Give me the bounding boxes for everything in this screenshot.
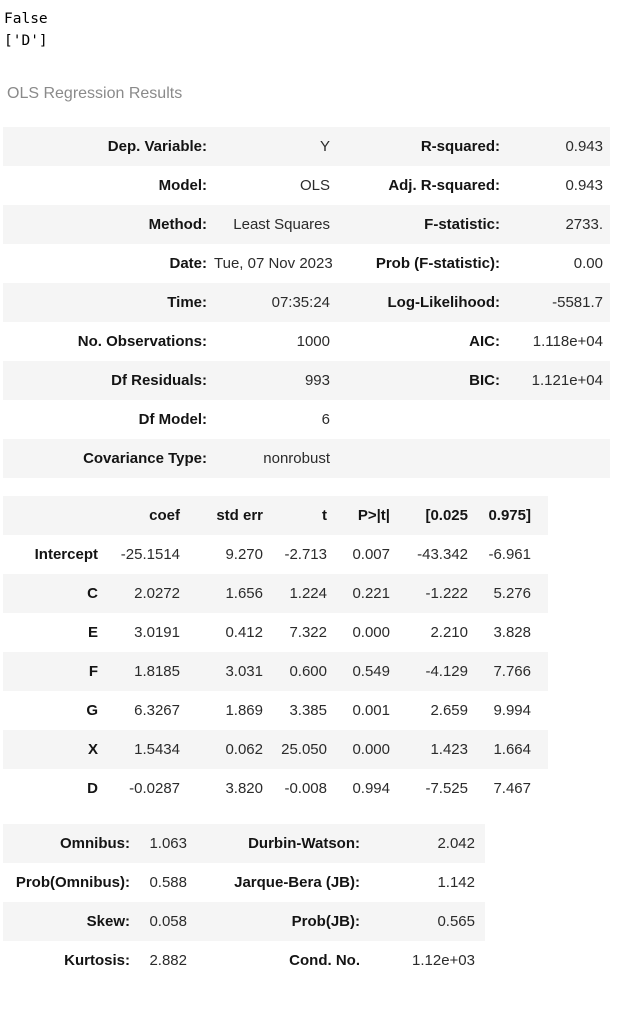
ci-high-value: 3.828 — [493, 624, 531, 641]
stat-label: Dep. Variable: — [107, 138, 207, 155]
p-value: 0.221 — [352, 585, 390, 602]
table-row — [3, 322, 610, 361]
p-value: 0.001 — [352, 702, 390, 719]
table-row — [3, 283, 610, 322]
stat-value: Tue, 07 Nov 2023 — [214, 255, 333, 272]
t-value: 25.050 — [281, 741, 327, 758]
coef-value: 2.0272 — [134, 585, 180, 602]
stat-label: Log-Likelihood: — [387, 294, 500, 311]
stat-label: Prob (F-statistic): — [375, 255, 500, 272]
t-value: 0.600 — [289, 663, 327, 680]
coef-row — [3, 613, 548, 652]
coef-row — [3, 769, 548, 808]
stat-label: Skew: — [86, 913, 130, 930]
stat-label: Time: — [167, 294, 207, 311]
stat-value: 1.12e+03 — [412, 952, 475, 969]
coef-name: G — [86, 702, 98, 719]
coef-header-row — [3, 496, 548, 535]
coef-name: E — [87, 624, 98, 641]
table-row — [3, 361, 610, 400]
col-header: [0.025 — [425, 507, 468, 524]
stat-label — [337, 400, 507, 439]
coef-row — [3, 535, 548, 574]
coefficients-table — [3, 496, 548, 808]
table-row — [3, 166, 610, 205]
table-row — [3, 824, 485, 863]
coef-name: C — [87, 585, 98, 602]
col-header: 0.975] — [488, 507, 531, 524]
stat-label: Durbin-Watson: — [248, 835, 360, 852]
ci-high-value: 7.766 — [493, 663, 531, 680]
table-row — [3, 400, 610, 439]
ci-low-value: -7.525 — [425, 780, 468, 797]
stat-value: 0.565 — [437, 913, 475, 930]
ci-high-value: 7.467 — [493, 780, 531, 797]
stat-value: -5581.7 — [552, 294, 603, 311]
ci-high-value: 9.994 — [493, 702, 531, 719]
stat-label: Model: — [158, 177, 207, 194]
std-err-value: 3.820 — [225, 780, 263, 797]
t-value: -2.713 — [284, 546, 327, 563]
table-row — [3, 127, 610, 166]
std-err-value: 9.270 — [225, 546, 263, 563]
ci-low-value: 1.423 — [430, 741, 468, 758]
std-err-value: 1.869 — [225, 702, 263, 719]
p-value: 0.994 — [352, 780, 390, 797]
diagnostics-table — [3, 824, 485, 980]
table-row — [3, 439, 610, 478]
t-value: 3.385 — [289, 702, 327, 719]
stat-label: Jarque-Bera (JB): — [234, 874, 360, 891]
t-value: -0.008 — [284, 780, 327, 797]
stat-value: 0.588 — [149, 874, 187, 891]
coef-row — [3, 652, 548, 691]
ci-low-value: 2.210 — [430, 624, 468, 641]
stat-label: Method: — [148, 216, 207, 233]
stat-label: BIC: — [469, 372, 500, 389]
std-err-value: 3.031 — [225, 663, 263, 680]
p-value: 0.549 — [352, 663, 390, 680]
stat-value: 07:35:24 — [271, 294, 330, 311]
coef-name: Intercept — [34, 546, 98, 563]
ci-high-value: 1.664 — [493, 741, 531, 758]
table-row — [3, 205, 610, 244]
coef-row — [3, 730, 548, 769]
stat-label: Prob(JB): — [291, 913, 360, 930]
stat-label: Covariance Type: — [83, 450, 207, 467]
coef-value: 1.8185 — [134, 663, 180, 680]
stat-value: 1.142 — [437, 874, 475, 891]
stat-value: Y — [319, 138, 330, 155]
stat-label — [337, 439, 507, 478]
stat-value: 1.121e+04 — [531, 372, 603, 389]
stat-value — [507, 439, 610, 478]
stat-value: 0.943 — [565, 138, 603, 155]
console-line-1: False — [4, 11, 48, 27]
table-caption: OLS Regression Results — [7, 85, 183, 102]
coef-name: D — [87, 780, 98, 797]
stat-label: Prob(Omnibus): — [15, 874, 130, 891]
table-row — [3, 863, 485, 902]
std-err-value: 0.412 — [225, 624, 263, 641]
coef-value: -0.0287 — [129, 780, 180, 797]
coef-name: F — [88, 663, 98, 680]
stat-label: Kurtosis: — [64, 952, 130, 969]
stat-label: F-statistic: — [424, 216, 500, 233]
stat-label: Adj. R-squared: — [388, 177, 500, 194]
std-err-value: 0.062 — [225, 741, 263, 758]
stat-value — [507, 400, 610, 439]
coef-value: -25.1514 — [120, 546, 180, 563]
ci-high-value: 5.276 — [493, 585, 531, 602]
ci-low-value: 2.659 — [430, 702, 468, 719]
stat-value: 0.058 — [149, 913, 187, 930]
stat-value: 0.943 — [565, 177, 603, 194]
coef-name: X — [87, 741, 98, 758]
console-output — [4, 8, 630, 52]
col-header — [3, 496, 105, 535]
ci-low-value: -43.342 — [417, 546, 468, 563]
table-row — [3, 941, 485, 980]
model-summary-table — [3, 127, 610, 478]
stat-label: Df Model: — [138, 411, 207, 428]
stat-value: 993 — [304, 372, 330, 389]
stat-value: 1000 — [296, 333, 330, 350]
coef-value: 1.5434 — [134, 741, 180, 758]
stat-label: Omnibus: — [60, 835, 130, 852]
table-row — [3, 244, 610, 283]
stat-value: 1.118e+04 — [532, 333, 603, 350]
stat-value: 1.063 — [149, 835, 187, 852]
stat-label: AIC: — [469, 333, 500, 350]
stat-value: 0.00 — [573, 255, 603, 272]
p-value: 0.007 — [352, 546, 390, 563]
stat-value: 6 — [321, 411, 330, 428]
std-err-value: 1.656 — [225, 585, 263, 602]
stat-value: Least Squares — [233, 216, 330, 233]
stat-value: OLS — [299, 177, 330, 194]
console-line-2: ['D'] — [4, 33, 48, 49]
ci-high-value: -6.961 — [488, 546, 531, 563]
stat-label: Cond. No. — [289, 952, 360, 969]
t-value: 1.224 — [289, 585, 327, 602]
ci-low-value: -4.129 — [425, 663, 468, 680]
stat-label: No. Observations: — [77, 333, 207, 350]
stat-label: Date: — [169, 255, 207, 272]
ci-low-value: -1.222 — [425, 585, 468, 602]
col-header: std err — [216, 507, 263, 524]
col-header: P>|t| — [357, 507, 390, 524]
coef-row — [3, 691, 548, 730]
p-value: 0.000 — [352, 624, 390, 641]
stat-label: R-squared: — [420, 138, 500, 155]
stat-value: 2.882 — [149, 952, 187, 969]
coef-value: 3.0191 — [134, 624, 180, 641]
stat-value: nonrobust — [263, 450, 330, 467]
coef-row — [3, 574, 548, 613]
stat-value: 2733. — [565, 216, 603, 233]
table-row — [3, 902, 485, 941]
stat-label: Df Residuals: — [111, 372, 207, 389]
t-value: 7.322 — [289, 624, 327, 641]
col-header: t — [322, 507, 327, 524]
p-value: 0.000 — [352, 741, 390, 758]
coef-value: 6.3267 — [134, 702, 180, 719]
col-header: coef — [149, 507, 180, 524]
stat-value: 2.042 — [437, 835, 475, 852]
